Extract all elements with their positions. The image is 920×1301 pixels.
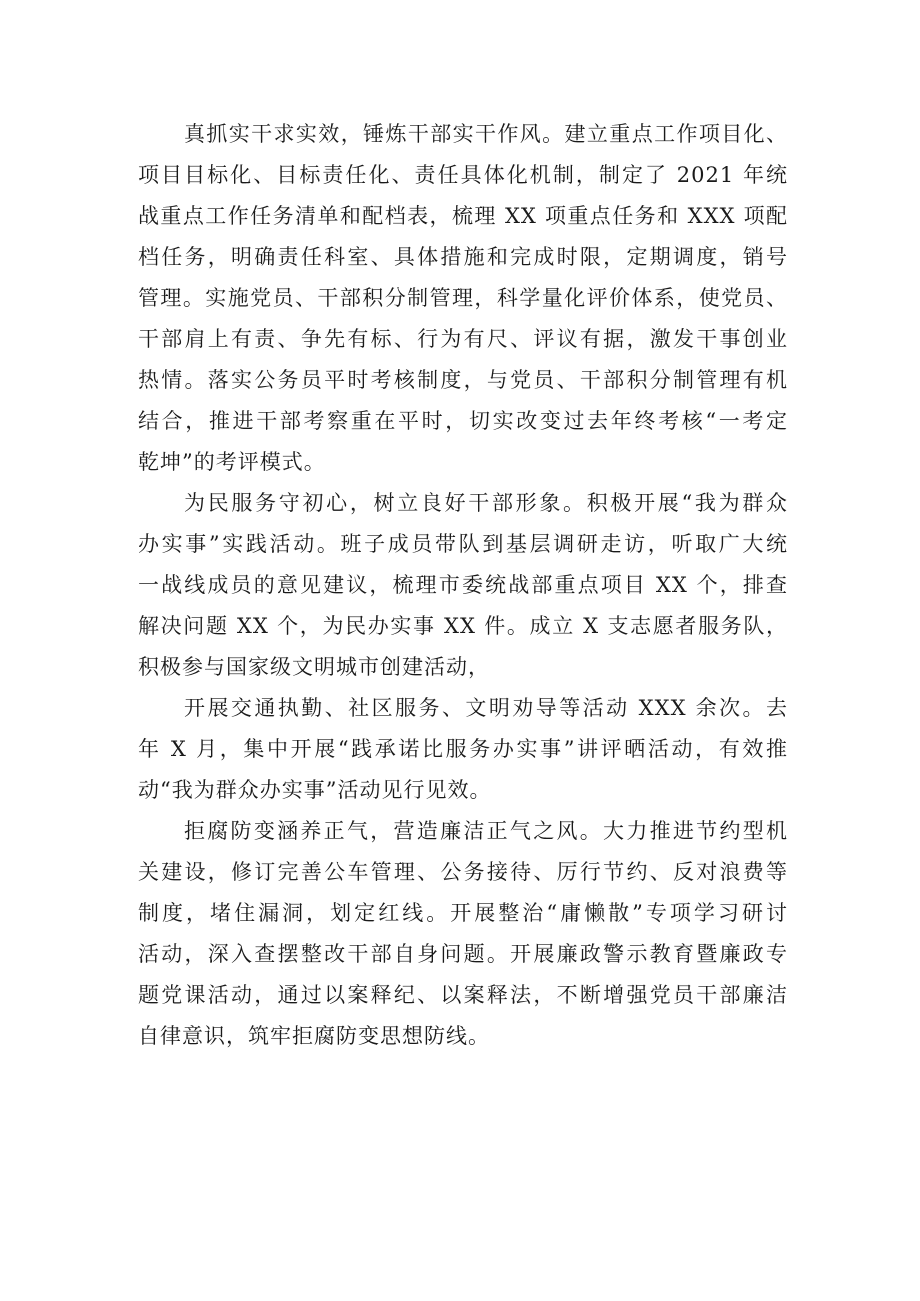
text-line: 拒腐防变涵养正气，营造廉洁正气之风。大力推进节约型机 — [184, 819, 788, 843]
text-line: 活动，深入查摆整改干部自身问题。开展廉政警示教育暨廉政专 — [138, 942, 788, 966]
text-line: 为民服务守初心，树立良好干部形象。积极开展“我为群众 — [184, 491, 788, 515]
text-line: 动“我为群众办实事”活动见行见效。 — [138, 778, 492, 802]
text-line: 自律意识，筑牢拒腐防变思想防线。 — [138, 1024, 490, 1048]
text-line: 干部肩上有责、争先有标、行为有尺、评议有据，激发干事创业 — [138, 327, 788, 351]
text-line: 项目目标化、目标责任化、责任具体化机制，制定了 2021 年统 — [138, 163, 788, 187]
text-line: 热情。落实公务员平时考核制度，与党员、干部积分制管理有机 — [138, 368, 788, 392]
text-line: 关建设，修订完善公车管理、公务接待、厉行节约、反对浪费等 — [138, 860, 788, 884]
text-line: 开展交通执勤、社区服务、文明劝导等活动 XXX 余次。去 — [184, 696, 788, 720]
text-line: 积极参与国家级文明城市创建活动， — [138, 655, 490, 679]
text-line: 战重点工作任务清单和配档表，梳理 XX 项重点任务和 XXX 项配 — [138, 204, 788, 228]
text-line: 制度，堵住漏洞，划定红线。开展整治“庸懒散”专项学习研讨 — [138, 901, 788, 925]
text-line: 管理。实施党员、干部积分制管理，科学量化评价体系，使党员、 — [138, 286, 788, 310]
text-line: 题党课活动，通过以案释纪、以案释法，不断增强党员干部廉洁 — [138, 983, 788, 1007]
paragraph-serve-people — [138, 483, 788, 688]
text-line: 真抓实干求实效，锤炼干部实干作风。建立重点工作项目化、 — [184, 122, 788, 146]
text-line: 档任务，明确责任科室、具体措施和完成时限，定期调度，销号 — [138, 245, 788, 269]
paragraph-volunteer-activities — [138, 688, 788, 811]
paragraph-anti-corruption — [138, 811, 788, 1057]
paragraph-work-style — [138, 114, 788, 483]
text-line: 乾坤”的考评模式。 — [138, 450, 326, 474]
text-line: 结合，推进干部考察重在平时，切实改变过去年终考核“一考定 — [138, 409, 788, 433]
text-line: 解决问题 XX 个，为民办实事 XX 件。成立 X 支志愿者服务队， — [138, 614, 788, 638]
text-line: 年 X 月，集中开展“践承诺比服务办实事”讲评晒活动，有效推 — [138, 737, 788, 761]
text-line: 一战线成员的意见建议，梳理市委统战部重点项目 XX 个，排查 — [138, 573, 788, 597]
document-body — [138, 114, 788, 1057]
text-line: 办实事”实践活动。班子成员带队到基层调研走访，听取广大统 — [138, 532, 788, 556]
